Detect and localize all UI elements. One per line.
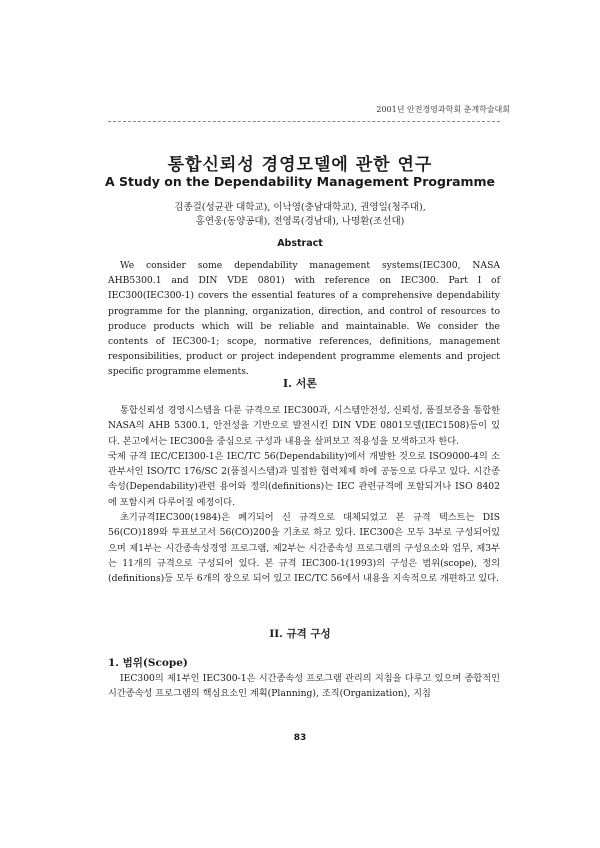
abstract-heading: Abstract bbox=[277, 238, 323, 249]
header-divider bbox=[108, 121, 500, 122]
title-korean: 통합신뢰성 경영모델에 관한 연구 bbox=[167, 155, 433, 175]
author-line-1: 김종걸(성균관 대학교), 이낙영(충남대학교), 권영일(청주대), bbox=[174, 202, 426, 213]
section-1-paragraph-3: 초기규격IEC300(1984)은 폐기되어 신 규격으로 대체되었고 본 규격 텍스트는 DIS 56(CO)189와 투표보고서 56(CO)200을 기초로 하고 있다. IEC300은 모두 3부로 구성되어있으며 제1부는 시간종속성경영 프로그램, 제2부는 시간종속성 프로그램의 구성요소와 업무, 제3부는 11개의 규격으로 구성되어 있다. 본 규격 IEC300-1(1993)의 구성은 범위(scope), 정의(definitions)등 모두 6개의 장으로 되어 있고 IEC/TC 56에서 내용을 지속적으로 개편하고 있다. bbox=[108, 512, 500, 585]
author-line-2: 홍연웅(동양공대), 전영록(경남대), 나명환(조선대) bbox=[195, 216, 405, 227]
subsection-1-heading: 1. 범위(Scope) bbox=[108, 657, 188, 669]
subsection-1-text: IEC300의 제1부인 IEC300-1은 시간종속성 프로그램 관리의 지침을 다루고 있으며 종합적인 시간종속성 프로그램의 핵심요소인 계획(Planning), 조직(Organization), 지침 bbox=[108, 673, 500, 700]
author-list bbox=[0, 201, 600, 229]
section-1-paragraph-1: 통합신뢰성 경영시스템을 다룬 규격으로 IEC300과, 시스템안전성, 신뢰성, 품질보증을 통합한 NASA의 AHB 5300.1, 안전성을 기반으로 발전시킨 DIN VDE 0801모델(IEC1508)등이 있다. 본고에서는 IEC300을 중심으로 구성과 내용을 살펴보고 적용성을 모색하고자 한다. bbox=[108, 405, 500, 447]
page-number: 83 bbox=[293, 733, 307, 743]
abstract-text: We consider some dependability management systems(IEC300, NASA AHB5300.1 and DIN VDE 0801) with reference on IEC300. Part I of IEC300(IEC300-1) covers the essential features of a comprehensive dependability programme for the planning, organization, direction, and control of resources to produce products which will be reliable and maintainable. We consider the contents of IEC300-1; scope, normative references, definitions, management responsibilities, product or project independent programme elements and project specific programme elements. bbox=[108, 260, 500, 378]
section-2-heading: II. 규격 구성 bbox=[269, 628, 331, 640]
section-1-heading: I. 서론 bbox=[282, 377, 318, 390]
section-1-paragraph-2: 국제 규격 IEC/CEI300-1은 IEC/TC 56(Dependability)에서 개발한 것으로 ISO9000-4의 소관부서인 ISO/TC 176/SC 2(품질시스템)과 밀접한 협력체제 하에 공동으로 다루고 있다. 시간종속성(Dependability)관련 용어와 정의(definitions)는 IEC 관련규격에 포함되거나 ISO 8402에 포함시켜 다루어질 예정이다. bbox=[108, 450, 500, 508]
section-1-body bbox=[108, 403, 500, 587]
running-head: 2001년 안전경영과학회 춘계학술대회 bbox=[376, 105, 510, 114]
title-english: A Study on the Dependability Management Programme bbox=[104, 174, 496, 189]
